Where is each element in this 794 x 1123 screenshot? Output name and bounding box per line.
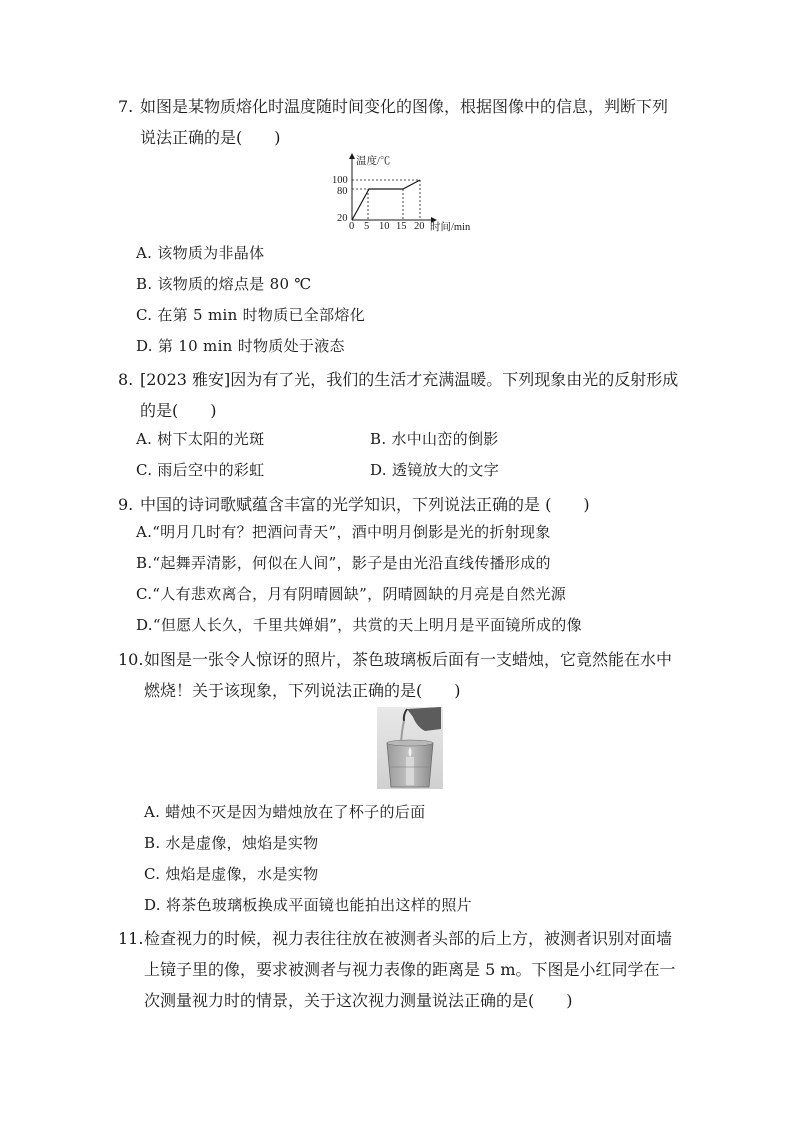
q10-candle-glass-photo <box>377 707 443 789</box>
q11-stem-line3: 次测量视力时的情景，关于这次视力测量说法正确的是( ) <box>144 991 573 1010</box>
q9-option-d[interactable]: D.“但愿人长久，千里共婵娟”，共赏的天上明月是平面镜所成的像 <box>136 616 582 634</box>
x-tick-20: 20 <box>414 221 425 232</box>
q11-stem-line1: 检查视力的时候，视力表往往放在被测者头部的后上方，被测者识别对面墙 <box>144 929 673 948</box>
q8-number: 8. <box>118 370 134 389</box>
q10-stem-line2: 燃烧！关于该现象，下列说法正确的是( ) <box>144 681 461 700</box>
q7-option-c[interactable]: C. 在第 5 min 时物质已全部熔化 <box>136 306 366 324</box>
q7-stem-line1: 如图是某物质熔化时温度随时间变化的图像，根据图像中的信息，判断下列 <box>140 97 669 116</box>
y-tick-100: 100 <box>332 175 348 186</box>
q7-number: 7. <box>118 97 134 116</box>
q9-option-c[interactable]: C.“人有悲欢离合，月有阴晴圆缺”，阴晴圆缺的月亮是自然光源 <box>136 585 567 603</box>
q7-melting-graph <box>330 152 490 234</box>
x-tick-0: 0 <box>349 221 355 232</box>
x-tick-10: 10 <box>379 221 390 232</box>
q10-option-a[interactable]: A. 蜡烛不灭是因为蜡烛放在了杯子的后面 <box>144 803 426 821</box>
q9-stem-line1: 中国的诗词歌赋蕴含丰富的光学知识，下列说法正确的是 ( ) <box>140 495 590 514</box>
q9-option-a[interactable]: A.“明月几时有？把酒问青天”，酒中明月倒影是光的折射现象 <box>136 523 551 541</box>
q10-stem-line1: 如图是一张令人惊讶的照片，茶色玻璃板后面有一支蜡烛，它竟然能在水中 <box>144 650 673 669</box>
q9-option-b[interactable]: B.“起舞弄清影，何似在人间”，影子是由光沿直线传播形成的 <box>136 554 551 572</box>
q11-stem-line2: 上镜子里的像，要求被测者与视力表像的距离是 5 m。下图是小红同学在一 <box>144 960 676 979</box>
q10-option-d[interactable]: D. 将茶色玻璃板换成平面镜也能拍出这样的照片 <box>144 896 472 914</box>
q8-option-b[interactable]: B. 水中山峦的倒影 <box>370 430 499 448</box>
x-tick-15: 15 <box>396 221 407 232</box>
q10-number: 10. <box>118 650 144 669</box>
q11-number: 11. <box>118 929 144 948</box>
q7-option-b[interactable]: B. 该物质的熔点是 80 ℃ <box>136 275 312 293</box>
temperature-curve <box>352 180 420 220</box>
q10-option-b[interactable]: B. 水是虚像，烛焰是实物 <box>144 834 319 852</box>
y-tick-20: 20 <box>337 213 348 224</box>
q8-option-c[interactable]: C. 雨后空中的彩虹 <box>136 461 265 479</box>
q7-stem-line2: 说法正确的是( ) <box>140 128 281 147</box>
y-axis-label: 温度/℃ <box>356 156 391 167</box>
q9-number: 9. <box>118 495 134 514</box>
q10-option-c[interactable]: C. 烛焰是虚像，水是实物 <box>144 865 319 883</box>
q8-option-a[interactable]: A. 树下太阳的光斑 <box>136 430 265 448</box>
q8-stem-line2: 的是( ) <box>140 401 217 420</box>
q7-option-a[interactable]: A. 该物质为非晶体 <box>136 244 265 262</box>
y-tick-80: 80 <box>337 186 348 197</box>
q8-stem-line1: [2023 雅安]因为有了光，我们的生活才充满温暖。下列现象由光的反射形成 <box>140 370 679 389</box>
x-axis-label: 时间/min <box>430 222 471 233</box>
q7-option-d[interactable]: D. 第 10 min 时物质处于液态 <box>136 337 345 355</box>
q8-option-d[interactable]: D. 透镜放大的文字 <box>370 461 500 479</box>
x-tick-5: 5 <box>364 221 370 232</box>
